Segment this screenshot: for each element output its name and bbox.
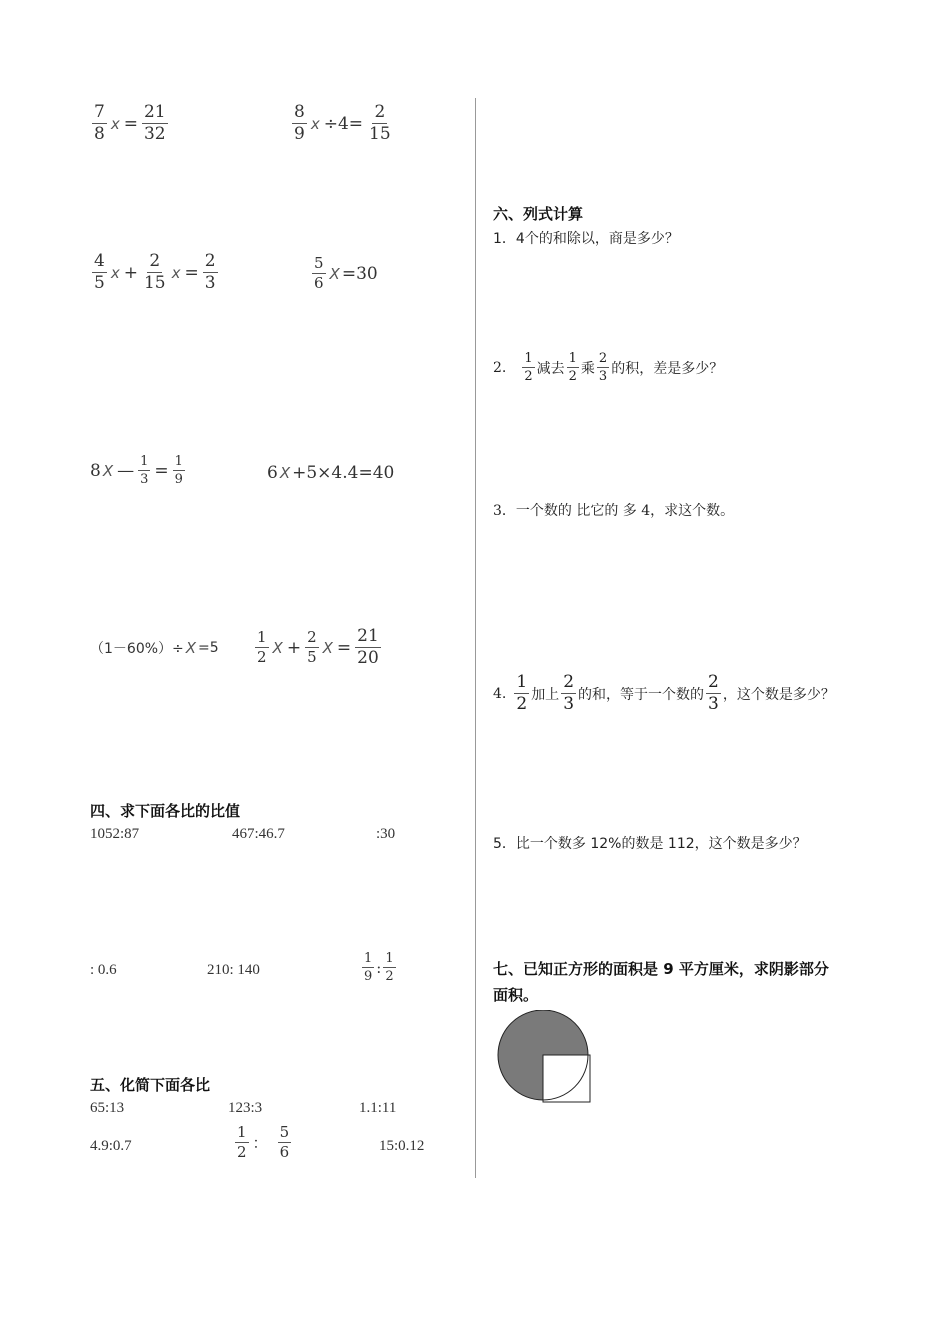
fraction: $\frac{8}{9}$ [294,102,305,144]
fraction: $\frac{1}{9}$ [174,454,183,487]
operator: + [123,262,138,283]
question-text: 减去 [536,360,565,377]
coefficient: 6 [267,463,278,483]
variable: x [171,263,181,282]
ratio-item-fractions [233,1125,293,1160]
section-4-title: 四、求下面各比的比值 [90,802,241,820]
equation-8 [253,628,383,667]
fraction: $\frac{1}{2}$ [385,951,394,984]
section-7-title-line1: 七、已知正方形的面积是 9 平方厘米，求阴影部分 [493,960,829,978]
section-7-title-line2: 面积。 [493,986,539,1004]
fraction: $\frac{1}{3}$ [140,454,149,487]
question-4 [493,674,835,713]
section-6-title: 六、列式计算 [493,205,584,223]
variable: X [102,461,114,480]
fraction: $\frac{1}{2}$ [516,672,528,714]
ratio-separator: ： [252,1134,268,1152]
variable: x [110,114,120,133]
equation-4 [310,256,378,291]
question-text: 乘 [580,360,595,377]
equation-1 [90,104,170,143]
operator: = [123,113,138,134]
equation-rest: =5 [198,640,219,656]
fraction: $\frac{2}{3}$ [598,351,608,384]
question-number: 2. [493,359,507,376]
ratio-item: 467:46.7 [232,826,285,842]
ratio-item: :30 [376,826,396,842]
operator: = [154,460,169,481]
equation-prefix: （1－60%）÷ [90,641,184,657]
fraction: $\frac{1}{2}$ [257,628,267,666]
equation-6 [267,463,394,483]
section-5-title: 五、化简下面各比 [90,1076,211,1094]
question-5: 5．比一个数多 12%的数是 112，这个数是多少？ [493,836,807,852]
variable: X [272,638,283,657]
fraction: $\frac{5}{6}$ [279,1123,290,1161]
ratio-item: 15:0.12 [379,1138,425,1154]
equation-rest: +5×4.4=40 [292,463,395,483]
fraction: $\frac{2}{3}$ [708,672,719,714]
ratio-item: 210: 140 [207,962,260,978]
fraction: $\frac{2}{3}$ [204,251,216,293]
ratio-item-fractions [360,952,398,983]
ratio-separator: : [376,958,382,977]
fraction: $\frac{2}{15}$ [143,251,166,293]
fraction: $\frac{21}{20}$ [357,626,379,668]
coefficient: 8 [90,460,101,481]
fraction: $\frac{1}{2}$ [237,1123,247,1161]
operator: = [336,637,352,658]
operator: — [117,460,135,481]
fraction: $\frac{21}{32}$ [143,102,166,144]
equation-3 [90,253,220,292]
fraction: $\frac{1}{2}$ [524,351,533,384]
question-1: 1．4个的和除以，商是多少？ [493,231,679,247]
ratio-item: 65:13 [90,1100,125,1116]
variable: X [322,638,333,657]
operator: + [286,637,302,658]
question-text: ，这个数是多少？ [722,686,835,703]
fraction: $\frac{2}{15}$ [369,102,391,144]
column-divider [475,98,476,1178]
shaded-circle-square-figure [496,1010,596,1106]
operator: = [184,262,199,283]
question-2 [493,352,723,383]
equation-2 [290,104,395,143]
fraction: $\frac{1}{9}$ [364,951,373,984]
equation-5 [90,455,187,486]
ratio-item: : 0.6 [90,962,117,978]
variable: x [310,114,320,133]
ratio-item: 4.9:0.7 [90,1138,132,1154]
equation-7 [90,638,219,658]
question-number: 4. [493,685,507,702]
fraction: $\frac{2}{5}$ [307,628,317,666]
ratio-item: 1052:87 [90,826,140,842]
fraction: $\frac{5}{6}$ [314,254,324,292]
variable: X [279,464,291,482]
fraction: $\frac{7}{8}$ [94,102,105,144]
question-text: 的积，差是多少？ [611,360,724,377]
ratio-item: 1.1:11 [359,1100,397,1116]
variable: x [110,263,120,282]
fraction: $\frac{4}{5}$ [94,251,105,293]
fraction: $\frac{2}{3}$ [563,672,575,714]
question-text: 的和，等于一个数的 [578,686,705,703]
operator: ÷4= [323,113,364,134]
question-text: 加上 [531,686,560,703]
question-3: 3．一个数的 比它的 多 4，求这个数。 [493,503,735,519]
variable: X [185,639,197,657]
variable: X [329,264,340,283]
ratio-item: 123:3 [228,1100,263,1116]
fraction: $\frac{1}{2}$ [568,351,577,384]
equation-rest: =30 [341,263,378,284]
square-shape [543,1055,590,1102]
